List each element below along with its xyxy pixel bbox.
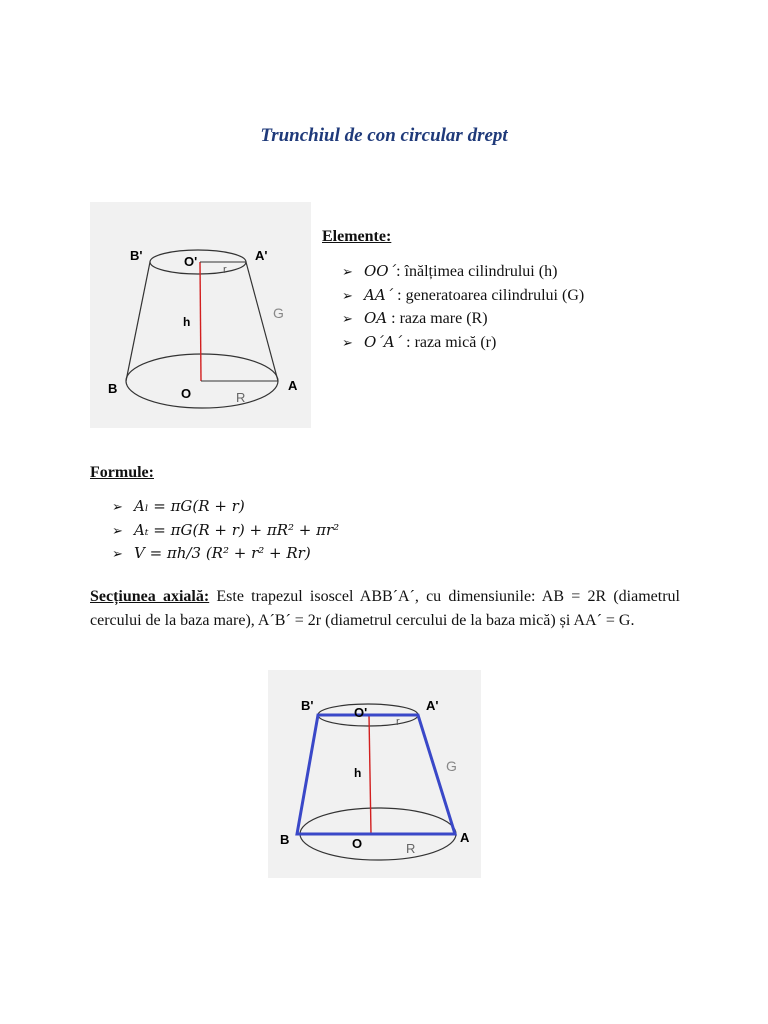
height-line [200,262,201,381]
label-a: A [460,830,470,845]
arrow-bullet-icon: ➢ [112,546,123,561]
label-b: B [280,832,290,847]
label-g: G [273,305,284,321]
axial-section-text: Este trapezul isoscel ABB´A´, cu dimensiunile: AB = 2R (diametrul cercului de la baza mare), A´B´ = 2r (diametrul cercului de la baza mică) și AA´ = G. [90,588,680,629]
arrow-bullet-icon: ➢ [342,334,353,350]
elements-heading: Elemente: [322,228,392,245]
arrow-bullet-icon: ➢ [342,264,353,279]
elements-list [342,260,584,354]
label-a: A [288,378,298,393]
axial-section-paragraph [90,585,680,632]
label-a-prime: A' [426,698,439,713]
label-big-r: R [406,841,416,856]
label-o: O [181,386,192,401]
label-big-r: R [236,390,246,405]
formula-item: ➢ V = πh/3 (R² + r² + Rr) [112,542,339,566]
label-r: r [396,716,400,728]
arrow-bullet-icon: ➢ [342,287,353,303]
arrow-bullet-icon: ➢ [112,499,123,514]
list-item: ➢ AA´ : generatoarea cilindrului (G) [342,284,584,308]
page-title: Trunchiul de con circular drept [260,125,508,146]
arrow-bullet-icon: ➢ [342,311,353,326]
label-h: h [183,315,191,329]
label-b-prime: B' [301,698,314,713]
axial-section-heading: Secțiunea axială: [90,588,210,605]
label-o-prime: O' [354,705,368,720]
formula-item: ➢ Aₜ = πG(R + r) + πR² + πr² [112,519,339,543]
label-r: r [223,264,227,276]
frustum-figure [90,202,311,428]
label-b-prime: B' [130,248,143,263]
label-a-prime: A' [255,248,268,263]
list-item: ➢ OA : raza mare (R) [342,307,584,331]
formulas-list [112,495,339,566]
label-o-prime: O' [184,254,198,269]
formulas-heading: Formule: [90,464,154,481]
label-h: h [354,766,362,780]
arrow-bullet-icon: ➢ [112,522,123,538]
label-g: G [446,758,457,774]
height-line [369,715,371,834]
list-item: ➢ OO´: înălțimea cilindrului (h) [342,260,584,284]
list-item: ➢ O´A´ : raza mică (r) [342,331,584,355]
label-b: B [108,381,118,396]
right-generator [246,262,278,381]
axial-section-figure [268,670,481,878]
label-o: O [352,836,363,851]
formula-item: ➢ Aₗ = πG(R + r) [112,495,339,519]
